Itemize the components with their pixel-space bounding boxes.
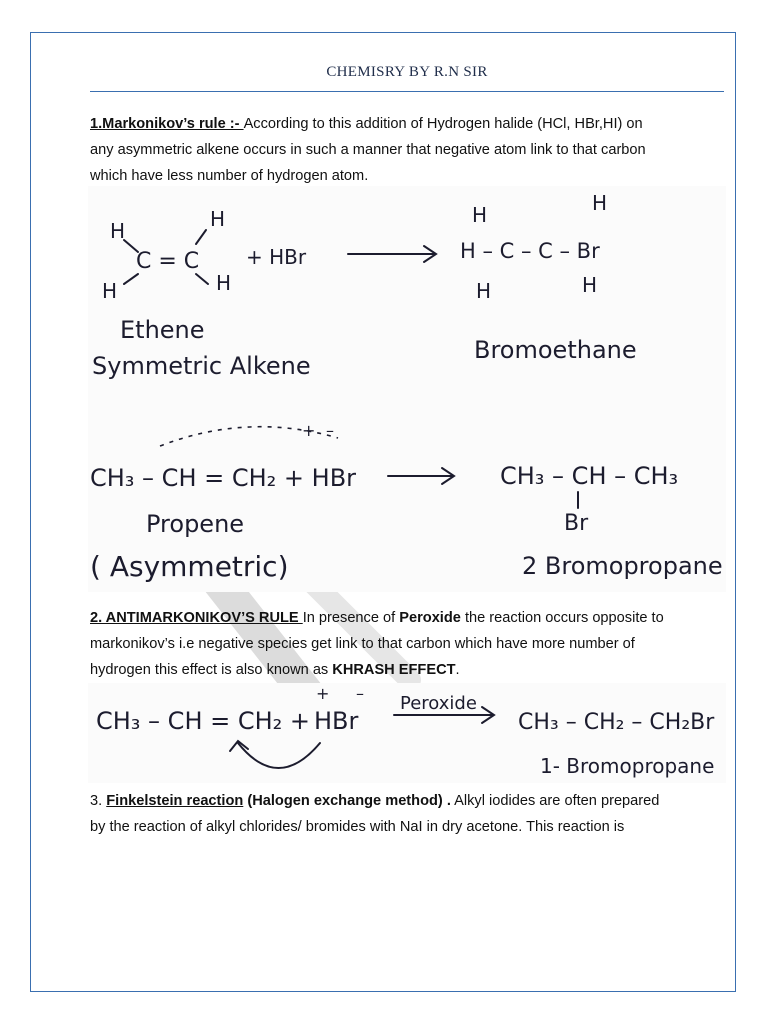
- product-h-bottom-2: H: [582, 273, 598, 297]
- section2-paragraph: [90, 605, 720, 683]
- figure1-svg: [88, 186, 726, 592]
- arrowhead: [230, 741, 248, 751]
- bromine-substituent: Br: [564, 511, 589, 536]
- product-h-top-1: H: [472, 203, 488, 227]
- anti-reagent: HBr: [314, 707, 359, 735]
- anti-plus-sign: +: [316, 684, 330, 703]
- section2-text1b: the reaction occurs opposite to: [460, 610, 664, 626]
- bromoethane-structure: H – C – C – Br: [460, 239, 600, 263]
- anti-reactant: CH₃ – CH = CH₂ +: [96, 707, 311, 735]
- section1-text1: According to this addition of Hydrogen halide (HCl, HBr,HI) on: [243, 116, 643, 132]
- section2-line2: markonikov’s i.e negative species get link to that carbon which have more number of: [90, 636, 635, 652]
- section2-text1a: In presence of: [302, 610, 400, 626]
- label-1-bromopropane: 1- Bromopropane: [540, 754, 715, 778]
- plus-sign-top: +: [302, 421, 316, 440]
- bold-khrash-effect: KHRASH EFFECT: [332, 662, 456, 678]
- anti-minus-sign: –: [356, 684, 364, 703]
- section2-line3: [90, 657, 720, 683]
- label-symmetric-alkene: Symmetric Alkene: [92, 352, 311, 380]
- page-header: [90, 62, 724, 92]
- propene-equation: CH₃ – CH = CH₂ + HBr: [90, 464, 357, 492]
- section1-line2: any asymmetric alkene occurs in such a manner that negative atom link to that carbon: [90, 142, 646, 158]
- label-2-bromopropane: 2 Bromopropane: [522, 552, 723, 580]
- section3-paragraph: [90, 788, 720, 840]
- bold-peroxide: Peroxide: [399, 610, 461, 626]
- product-h-top-2: H: [592, 191, 608, 215]
- bond-line: [124, 274, 138, 284]
- anti-product: CH₃ – CH₂ – CH₂Br: [518, 710, 715, 735]
- section3-text1: Alkyl iodides are often prepared: [450, 793, 660, 809]
- curved-arrow: [238, 743, 320, 768]
- section2-heading: 2. ANTIMARKONIKOV’S RULE: [90, 610, 303, 626]
- ethene-h-bottom-left: H: [102, 279, 118, 303]
- header-rule: [90, 91, 724, 92]
- section3-line2: by the reaction of alkyl chlorides/ bromides with NaI in dry acetone. This reaction is: [90, 819, 625, 835]
- ethene-core: C = C: [136, 249, 200, 274]
- section3-subheading: (Halogen exchange method) .: [243, 793, 451, 809]
- page-title: CHEMISRY BY R.N SIR: [326, 64, 488, 80]
- ethene-h-bottom-right: H: [216, 271, 232, 295]
- reagent-hbr: + HBr: [246, 245, 307, 269]
- ethene-h-top-right: H: [210, 207, 226, 231]
- section2-text3a: hydrogen this effect is also known as: [90, 662, 333, 678]
- handwritten-figure-2: [88, 683, 726, 783]
- section1-line1: [90, 111, 720, 137]
- minus-sign-top: –: [326, 421, 334, 440]
- section1-heading: 1.Markonikov’s rule :-: [90, 116, 244, 132]
- condition-peroxide: Peroxide: [400, 693, 477, 714]
- section2-line1: [90, 605, 720, 631]
- section1-line3: which have less number of hydrogen atom.: [90, 168, 369, 184]
- bond-line: [196, 230, 206, 244]
- bromopropane-structure: CH₃ – CH – CH₃: [500, 462, 679, 490]
- label-bromoethane: Bromoethane: [474, 336, 637, 364]
- section2-text3b: .: [455, 662, 460, 678]
- section3-heading: Finkelstein reaction: [106, 793, 244, 809]
- ethene-h-top-left: H: [110, 219, 126, 243]
- handwritten-figure-1: [88, 186, 726, 592]
- product-h-bottom-1: H: [476, 279, 492, 303]
- figure2-svg: [88, 683, 726, 783]
- section1-paragraph: [90, 111, 720, 189]
- label-asymmetric: ( Asymmetric): [90, 550, 289, 583]
- label-ethene: Ethene: [120, 316, 205, 344]
- section3-line1: [90, 788, 720, 814]
- label-propene: Propene: [146, 510, 245, 538]
- section3-number: 3.: [90, 793, 107, 809]
- bond-line: [196, 274, 208, 284]
